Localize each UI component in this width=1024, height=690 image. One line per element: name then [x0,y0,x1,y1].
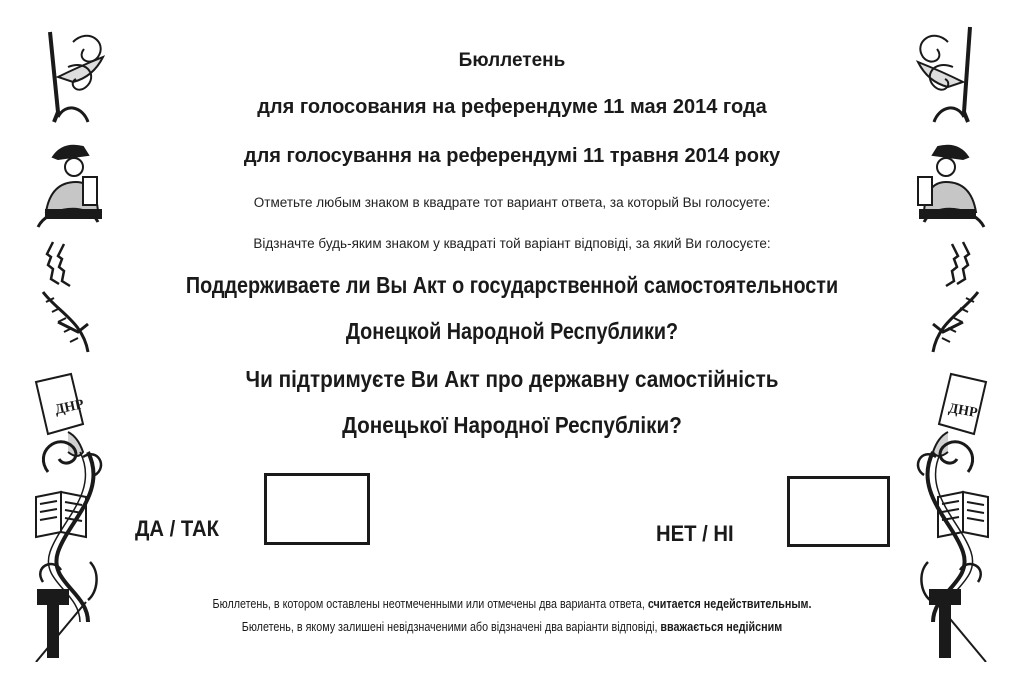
footer-uk-regular: Бюлетень, в якому залишені невідзначеними або відзначені два варіанти відповіді, [241,620,661,634]
ballot-subtitle-uk: для голосування на референдумі 11 травня 2014 року [243,145,781,167]
no-checkbox[interactable] [787,476,890,547]
question-uk-line1: Чи підтримуєте Ви Акт про державну самостійність [245,366,779,392]
yes-checkbox[interactable] [264,473,370,545]
question-uk-line2: Донецької Народної Республіки? [342,412,682,438]
footer-ru-regular: Бюллетень, в котором оставлены неотмеченными или отмечены два варианта ответа, [212,597,648,611]
svg-text:ДНР: ДНР [947,401,979,421]
question-ru-line1: Поддерживаете ли Вы Акт о государственной самостоятельности [185,272,839,298]
footer-ru-bold: считается недействительным. [647,597,812,611]
instruction-uk: Відзначте будь-яким знаком у квадраті той варіант відповіді, за який Ви голосуєте: [253,236,771,251]
no-option-label: НЕТ / НІ [656,521,734,546]
ballot-title: Бюллетень [458,50,566,71]
svg-text:ДНР: ДНР [53,397,86,418]
yes-option-label: ДА / ТАК [135,516,219,541]
footer-uk-bold: вважається недійсним [660,620,783,634]
ballot-subtitle-ru: для голосования на референдуме 11 мая 2014 года [257,96,767,118]
footer-note-ru [72,597,953,611]
question-ru-line2: Донецкой Народной Республики? [345,318,679,344]
footer-note-uk [72,620,953,634]
instruction-ru: Отметьте любым знаком в квадрате тот вариант ответа, за который Вы голосуете: [253,195,771,210]
